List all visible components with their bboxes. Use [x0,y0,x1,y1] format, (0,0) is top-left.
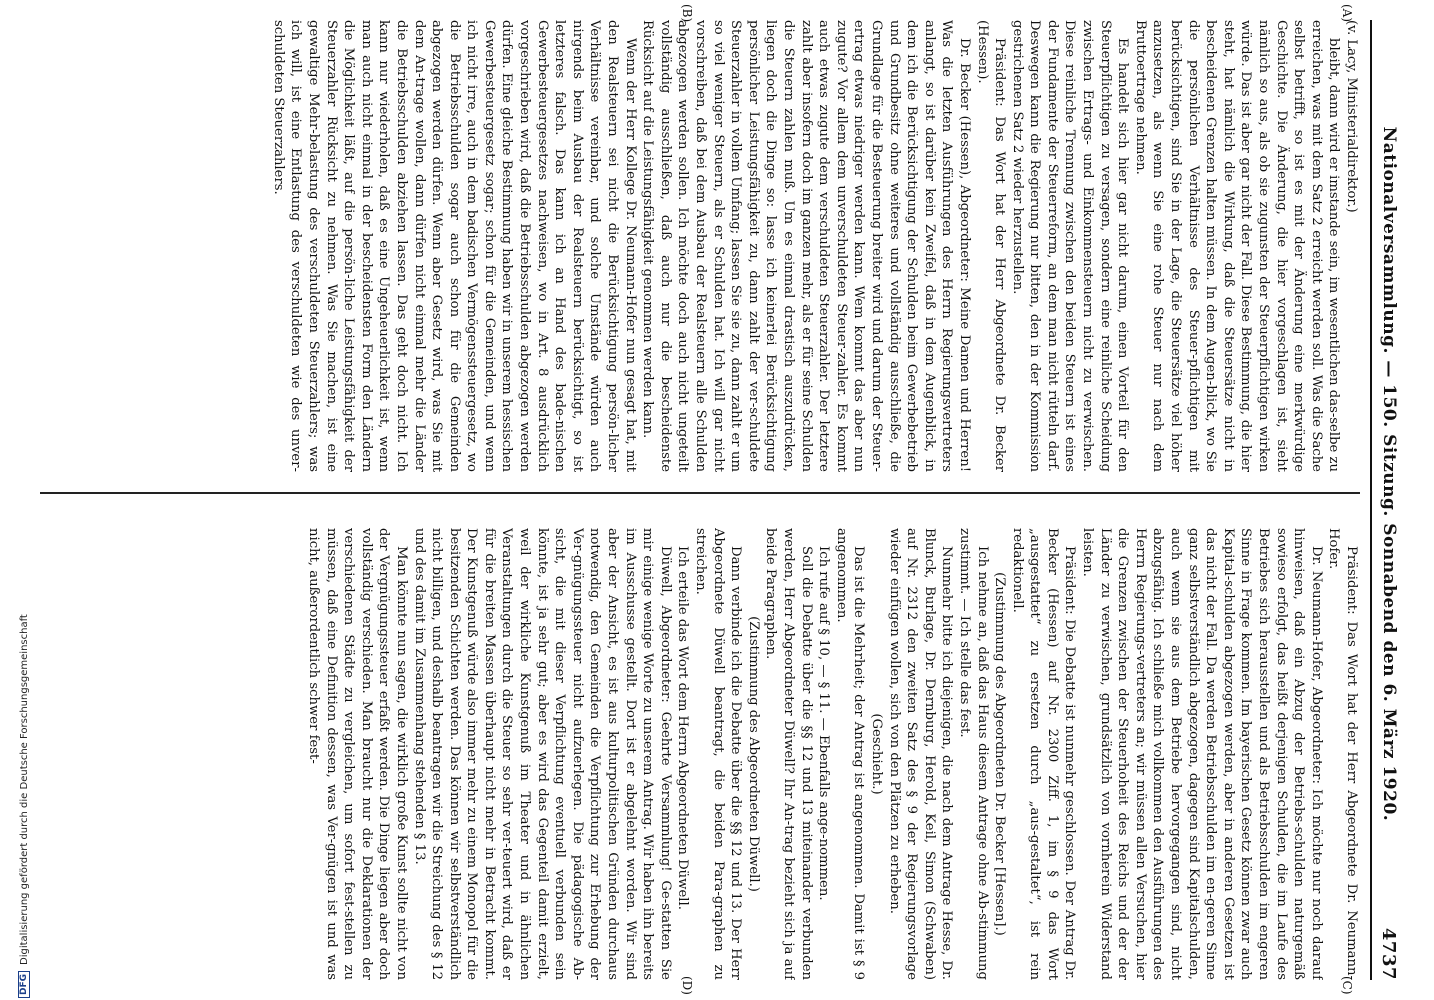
page-header [1370,20,1406,980]
paragraph: Ich rufe auf § 10, — § 11. — Ebenfalls ange-nommen. [816,546,832,901]
dfg-logo: DFG [18,971,30,998]
paragraph: Düwell, Abgeordneter: Geehrte Versammlung! Ge-statten Sie mir einige wenige Worte zu unserem Antrag. Wir haben ihn bereits im Ausschusse gestellt. Dort ist er abgelehnt worden. Wir sind aber der Ansicht, es ist aus kulturpolitischen Gründen durchaus notwendig, den Gemeinden die Verpflichtung zur Erhebung der Ver-gnügungssteuer nicht aufzuerlegen. Die pädagogische Ab-sicht, die mit dieser Verpflichtung eventuell verbunden sein könnte, ist ja sehr gut; aber es wird das Gegenteil damit erzielt, weil der wirkliche Kunstgenuß im Theater und in ähnlichen Veranstaltungen durch die Steuer so sehr ver-teuert wird, daß er für die breiten Massen überhaupt nicht mehr in Betracht kommt. Der Kunstgenuß würde also immer mehr zu einem Monopol für die besitzenden Schichten werden. Das können wir selbstverständlich nicht billigen, und deshalb beantragen wir die Streichung des § 12 und des damit im Zusammenhang stehenden § 13. [411,528,673,980]
paragraph: Es handelt sich hier gar nicht darum, einen Vorteil für den Steuerpflichtigen zu versagen, sondern eine reinliche Scheidung zwischen Ertrags- und Einkommensteuern nicht zu verwischen. Diese reinliche Trennung zwischen den beiden Steuern ist eines der Fundamente der Steuerreform, an dem man nicht rütteln darf. Deswegen kann die Regierung nur bitten, den in der Kommission gestrichenen Satz 2 wieder herzustellen. [1009,20,1131,472]
page-number: 4737 [1378,927,1400,980]
header-title: Nationalversammlung. — 150. Sitzung. Sonnabend den 6. März 1920. [1379,126,1399,822]
right-column [40,528,1360,980]
paragraph: Nunmehr bitte ich diejenigen, die nach dem Antrage Hesse, Dr. Blunck, Burlage, Dr. Dernburg, Herold, Keil, Simon (Schwaben) auf Nr. 2312 den zweiten Satz des § 9 der Regierungsvorlage wieder einfügen wollen, sich von den Plätzen zu erheben. [886,528,955,980]
paragraph: Präsident: Die Debatte ist nunmehr geschlossen. Der Antrag Dr. Becker (Hessen) auf Nr. 2300 Ziff. 1, im § 9 das Wort „ausgestattet“ zu ersetzen durch „aus-gestaltet“, ist rein redaktionell. [1009,528,1078,980]
column-divider [40,492,1360,494]
margin-marker-c: (C) [1340,976,1354,995]
left-column [40,20,1360,472]
paragraph: Dann verbinde ich die Debatte über die §§ 12 und 13. Der Herr Abgeordnete Düwell beantragt, die beiden Para-graphen zu streichen. [693,528,744,980]
margin-marker-b: (B) [680,4,694,23]
paragraph: Wenn der Herr Kollege Dr. Neumann-Hofer nun gesagt hat, mit den Realsteuern sei nicht die Berücksichtigung persön-licher Verhältnisse vereinbar, und solche Umstände würden auch nirgends beim Ausbau der Realsteuern berücksichtigt, so ist letzteres falsch. Das kann ich an Hand des bade-nischen Gewerbesteuergesetzes nachweisen, wo in Art. 8 ausdrücklich vorgeschrieben wird, daß die Betriebsschulden abgezogen werden dürfen. Eine gleiche Bestimmung haben wir in unserem hessischen Gewerbesteuergesetz sogar; schon für die Gemeinden, und wenn ich nicht irre, auch in dem badischen Vermögenssteuergesetz, wo die Betriebsschulden sogar auch schon für die Gemeinden abgezogen werden dürfen. Wenn aber Gesetz wird, was Sie mit dem An-trage wollen, dann dürfen nicht einmal mehr die Länder die Betriebsschulden abziehen lassen. Das geht doch nicht. Ich kann nur wiederholen, daß es eine Ungeheuerlichkeit ist, wenn man auch nicht einmal in der bescheidensten Form den Ländern die Möglichkeit läßt, auf die persön-liche Leistungsfähigkeit der Steuerzahler Rücksicht zu nehmen. Was Sie machen, ist eine gewaltige Mehr-belastung des verschuldeten Steuerzahlers; was ich will, ist eine Entlastung des verschuldeten wie des unver-schuldeten Steuerzahlers. [270,20,638,472]
paragraph: Präsident: Das Wort hat der Herr Abgeordnete Dr. Neumann-Hofer. [1326,528,1359,980]
paragraph: Präsident: Das Wort hat der Herr Abgeordnete Dr. Becker (Hessen). [974,20,1008,472]
paragraph: (Zustimmung des Abgeordneten Dr. Becker [Hessen].) [992,572,1008,936]
footer-credit [18,614,30,998]
paragraph: Soll die Debatte über die §§ 12 und 13 miteinander verbunden werden, Herr Abgeordneter Düwell? Ihr An-trag bezieht sich ja auf beide Paragraphen. [763,528,814,980]
paragraph: (Geschieht.) [868,713,884,795]
paragraph: (v. Lacy, Ministerialdirektor.) [1344,20,1359,213]
paragraph: Ich nehme an, daß das Haus diesem Antrage ohne Ab-stimmung zustimmt. — Ich stelle das fest. [956,528,990,980]
paragraph: bleibt, dann wird er imstande sein, im wesentlichen das-selbe zu erreichen, was mit dem Satz 2 erreicht werden soll. Was die Sache selbst betrifft, so ist es mit der Änderung eine merkwürdige Geschichte. Die Änderung, die hier vorgeschlagen ist, sieht nämlich so aus, als ob sie zugunsten der Steuerpflichtigen wirken würde. Das ist aber gar nicht der Fall. Diese Bestimmung, die hier steht, hat nämlich die Wirkung, daß die Steuersätze nicht in bescheidenen Grenzen halten müssen. In dem Augen-blick, wo Sie die persönlichen Verhältnisse des Steuer-pflichtigen mit berücksichtigen, sind Sie in der Lage, die Steuersätze viel höher anzusetzen, als wenn Sie eine rohe Steuer nur nach dem Bruttoertrage nehmen. [1132,20,1342,472]
paragraph: Das ist die Mehrheit; der Antrag ist angenommen. Damit ist § 9 angenommen. [833,528,867,980]
footer-text: Digitalisierung gefördert durch die Deutsche Forschungsgemeinschaft [18,614,30,965]
paragraph: Dr. Neumann-Hofer, Abgeordneter: Ich möchte nur noch darauf hinweisen, daß ein Abzug der Betriebs-schulden naturgemäß sowieso erfolgt, das heißt derjenigen Schulden, die im Laufe des Betriebes sich herausstellen und als Betriebsschulden im engeren Sinne in Frage kommen. Im bayerischen Gesetz können zwar auch Kapital-schulden abgezogen werden, aber in anderen Gesetzen ist das nicht der Fall. Da werden Betriebsschulden im en-geren Sinne ganz selbstverständlich abgezogen, dagegen sind Kapitalschulden, auch wenn sie aus dem Betriebe hervorgegangen sind, nicht abzugsfähig. Ich schließe mich vollkommen den Ausführungen des Herrn Regierungs-vertreters an; wir müssen allen Versuchen, hier die Grenzen zwischen der Steuerhoheit des Reichs und der der Länder zu verwischen, grundsätzlich von vornherein Widerstand leisten. [1080,528,1324,980]
paragraph: Ich erteile das Wort dem Herrn Abgeordneten Düwell. [675,546,691,910]
paragraph: Dr. Becker (Hessen), Abgeordneter: Meine Damen und Herren! Was die letzten Ausführungen des Herrn Regierungsvertreters anlangt, so ist darüber kein Zweifel, daß in dem Augenblick, in dem ich die Berücksichtigung der Schulden beim Gewerbebetrieb und Grundbesitz ohne weiteres und vollständig ausschließe, die Grundlage für die Besteuerung breiter wird und darum der Steuer-ertrag etwas niedriger werden kann. Wem kommt das aber nun zugute? Vor allem dem unverschuldeten Steuer-zahler. Es kommt auch etwas zugute dem verschuldeten Steuerzahler. Der letztere zahlt aber insofern doch im ganzen mehr, als er für seine Schulden die Steuern zahlen muß. Um es einmal drastisch auszudrücken, liegen doch die Dinge so: lasse ich keinerlei Berücksichtigung persönlicher Leistungsfähigkeit zu, dann zahlt der ver-schuldete Steuerzahler in vollem Umfang; lassen Sie sie zu, dann zahlt er um so viel weniger Steuern, als er Schulden hat. Ich will gar nicht vorschreiben, daß bei dem Ausbau der Realsteuern alle Schulden abgezogen werden sollen. Ich möchte doch auch nicht ungeteilt vollständig ausschließen, daß auch nur die bescheidenste Rücksicht auf die Leistungsfähigkeit genommen werden kann. [640,20,972,472]
margin-marker-a: (A) [1340,4,1354,23]
paragraph: Man könnte nun sagen, die wirklich große Kunst sollte nicht von der Vergnügungssteuer erfaßt werden. Die Dinge liegen aber doch vollständig verschieden. Man braucht nur die Deklarationen der verschiedenen Städte zu vergleichen, um sofort fest-stellen zu müssen, daß eine Definition dessen, was Ver-gnügen ist und was nicht, außerordentlich schwer fest- [305,528,409,980]
paragraph: (Zustimmung des Abgeordneten Düwell.) [745,616,761,892]
margin-marker-d: (D) [680,976,694,995]
